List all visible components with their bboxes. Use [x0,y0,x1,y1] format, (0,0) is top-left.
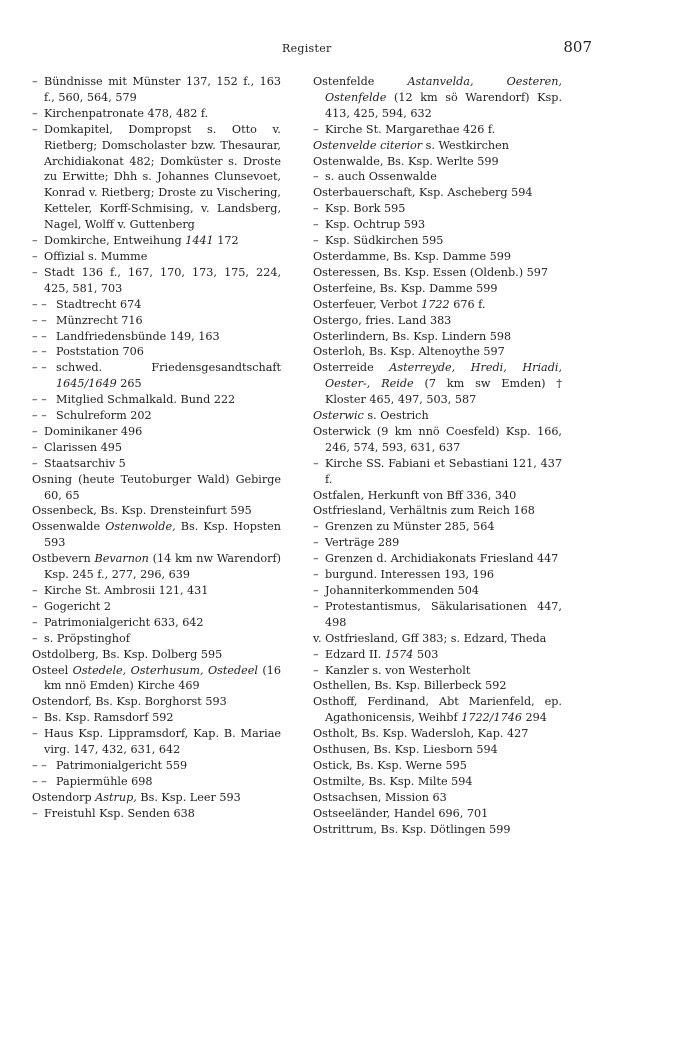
entry-text: Gogericht 2 [44,599,112,613]
index-entry [313,313,562,329]
entry-text: Osterwick (9 km nnö Coesfeld) Ksp. 166, 246, 574, 593, 631, 637 [313,424,562,454]
entry-text: Johanniterkommenden 504 [325,584,480,597]
entry-text: Ossenbeck, Bs. Ksp. Drensteinfurt 595 [32,504,252,518]
entry-dash: – [313,170,319,184]
entry-dash: – [313,456,319,470]
index-entry [313,758,562,774]
entry-text: Osterloh, Bs. Ksp. Altenoythe 597 [313,345,505,359]
index-entry [32,806,281,822]
index-entry [32,440,281,456]
index-entry [32,392,281,408]
entry-text-after: s. Oestrich [363,409,429,423]
entry-text: Ksp. Südkirchen 595 [325,234,444,248]
entry-dash: – [313,599,319,613]
entry-dash: – – [32,345,47,359]
entry-text: Patrimonialgericht 559 [56,758,188,772]
entry-text: Protestantismus, Säkularisationen 447, 498 [325,599,562,629]
index-entry [32,360,281,392]
entry-dash: – [313,202,319,216]
entry-text: Ostendorp [32,790,96,804]
entry-text: Osterfeuer, Verbot [313,297,422,311]
index-entry [32,74,281,106]
entry-text: Ostseeländer, Handel 696, 701 [313,806,489,820]
entry-text: Mitglied Schmalkald. Bund 222 [56,393,236,407]
entry-text: Ostrittrum, Bs. Ksp. Dötlingen 599 [313,822,511,836]
entry-italic: 1722/1746 [461,711,522,725]
entry-text: Osterdamme, Bs. Ksp. Damme 599 [313,249,511,263]
entry-dash: – – [32,297,47,311]
index-entry [313,408,562,424]
index-entry [313,806,562,822]
entry-dash: – – [32,313,47,327]
entry-italic: Osterwic [313,409,364,423]
entry-dash: – [32,631,38,645]
entry-text: s. Pröpstinghof [44,631,130,645]
entry-italic: Bevarnon [94,552,149,566]
index-entry [32,456,281,472]
index-entry [313,647,562,663]
entry-dash: – – [32,329,47,343]
entry-text: Ostbevern [32,552,95,566]
entry-text: Patrimonialgericht 633, 642 [44,615,204,629]
entry-italic: Astrup, [95,790,137,804]
entry-dash: – [313,218,319,232]
entry-dash: – [32,806,38,820]
entry-dash: – [32,75,38,88]
entry-italic: Ostenvelde citerior [313,138,423,152]
entry-text: Osterreide [313,361,390,375]
entry-text: s. auch Ossenwalde [325,170,437,184]
entry-text-after: Bs. Ksp. Leer 593 [136,790,241,804]
entry-text: Ostfalen, Herkunft von Bff 336, 340 [313,488,517,502]
entry-dash: – – [32,774,47,788]
entry-text: Staatsarchiv 5 [44,456,126,470]
entry-dash: – [32,424,38,438]
index-entry [313,154,562,170]
index-entry [313,138,562,154]
index-entry [32,647,281,663]
entry-dash: – [32,599,38,613]
entry-text: Ostergo, fries. Land 383 [313,313,452,327]
entry-text: Landfriedensbünde 149, 163 [56,329,220,343]
index-entry [313,169,562,185]
index-entry [313,360,562,408]
index-column-left [32,74,281,822]
index-entry [32,122,281,233]
index-entry [32,233,281,249]
entry-text: Ostendorf, Bs. Ksp. Borghorst 593 [32,695,227,709]
entry-text: Freistuhl Ksp. Senden 638 [44,806,195,820]
entry-text: Bs. Ksp. Ramsdorf 592 [44,711,174,725]
index-entry [313,551,562,567]
index-entry [32,519,281,551]
index-entry [313,774,562,790]
entry-text: Ostsachsen, Mission 63 [313,790,447,804]
index-entry [32,790,281,806]
entry-text: Kirche SS. Fabiani et Sebastiani 121, 437 f. [325,456,562,486]
entry-text: Haus Ksp. Lippramsdorf, Kap. B. Mariae virg. 147, 432, 631, 642 [44,727,281,757]
entry-dash: – [32,106,38,120]
index-entry [313,233,562,249]
entry-text: Osterlindern, Bs. Ksp. Lindern 598 [313,329,512,343]
entry-italic: Ostedele, Osterhusum, Ostedeel [72,663,258,677]
index-entry [32,726,281,758]
index-entry [32,599,281,615]
index-entry [313,249,562,265]
index-entry [32,313,281,329]
entry-dash: – [32,122,38,136]
index-entry [313,678,562,694]
entry-text: Ksp. Ochtrup 593 [325,218,426,232]
page-header [0,38,700,62]
entry-text: Kirchenpatronate 478, 482 f. [44,106,209,120]
entry-text-after: 294 [521,711,547,725]
entry-text: Ostick, Bs. Ksp. Werne 595 [313,758,467,772]
entry-text: Clarissen 495 [44,440,122,454]
index-entry [32,663,281,695]
entry-dash: – [32,584,38,597]
entry-text-after: Bs. Ksp. Hopsten 593 [44,520,281,550]
entry-text: Edzard II. [325,647,385,661]
index-entry [32,615,281,631]
entry-text: v. Ostfriesland, Gff 383; s. Edzard, Theda [313,631,547,645]
entry-text-after: 265 [116,377,142,391]
entry-dash: – [313,568,319,582]
entry-dash: – [32,711,38,725]
index-entry [32,472,281,504]
index-entry [32,408,281,424]
index-entry [313,329,562,345]
entry-text: Verträge 289 [325,536,400,550]
index-entry [313,567,562,583]
index-entry [313,599,562,631]
entry-dash: – – [32,758,47,772]
index-entry [313,281,562,297]
entry-text-after: 503 [413,647,439,661]
entry-text: Kirche St. Ambrosii 121, 431 [44,584,209,597]
entry-text: Ostenfelde [313,75,408,88]
index-entry [313,297,562,313]
entry-text-after: (16 km nnö Emden) Kirche 469 [44,663,281,693]
entry-italic: 1574 [384,647,414,661]
index-entry [32,694,281,710]
index-entry [313,790,562,806]
entry-text: Kanzler s. von Westerholt [325,663,471,677]
entry-text: Ostmilte, Bs. Ksp. Milte 594 [313,774,473,788]
index-entry [313,742,562,758]
entry-dash: – [32,440,38,454]
entry-text: Dominikaner 496 [44,424,143,438]
entry-italic: 1722 [421,297,450,311]
index-entry [313,663,562,679]
index-entry [313,519,562,535]
entry-italic: Astanvelda, Oesteren, Ostenfelde [325,75,562,104]
entry-dash: – [32,456,38,470]
entry-text-after: (7 km sw Emden) † Kloster 465, 497, 503, 587 [325,377,562,407]
index-entry [32,249,281,265]
entry-text: Osterfeine, Bs. Ksp. Damme 599 [313,281,498,295]
entry-text: Ossenwalde [32,520,106,534]
page-number: 807 [563,38,592,56]
entry-dash: – [313,122,319,136]
index-entry [313,631,562,647]
entry-text: Bündnisse mit Münster 137, 152 f., 163 f., 560, 564, 579 [44,75,281,104]
entry-text: Ostdolberg, Bs. Ksp. Dolberg 595 [32,647,223,661]
index-entry [313,488,562,504]
index-entry [313,74,562,122]
entry-text: Stadt 136 f., 167, 170, 173, 175, 224, 425, 581, 703 [44,265,281,295]
entry-text: Stadtrecht 674 [56,297,142,311]
entry-text: Papiermühle 698 [56,774,153,788]
entry-text-after: s. Westkirchen [422,138,509,152]
index-entry [313,265,562,281]
entry-dash: – – [32,409,47,423]
index-entry [32,503,281,519]
index-entry [313,217,562,233]
index-entry [313,456,562,488]
entry-italic: 1645/1649 [56,377,117,391]
entry-dash: – [32,265,38,279]
entry-text: Osterbauerschaft, Ksp. Ascheberg 594 [313,186,533,200]
index-entry [313,201,562,217]
entry-text-after: 676 f. [449,297,486,311]
index-entry [313,694,562,726]
index-entry [32,710,281,726]
entry-dash: – [32,615,38,629]
entry-dash: – [313,552,319,566]
entry-text: Ksp. Bork 595 [325,202,406,216]
entry-text: Domkapitel, Dompropst s. Otto v. Rietberg; Domscholaster bzw. Thesaurar, Archidiakonat 482; Domküster s. Droste zu Erwitte; Dhh s. Johannes Clunsevoet, Konrad v. Rietberg; Droste zu Vischering, Ketteler, Korff-Schmising, v. Landsberg, Nagel, Wolff v. Guttenberg [44,122,281,232]
index-entry [313,344,562,360]
index-entry [313,122,562,138]
index-entry [32,551,281,583]
index-entry [32,758,281,774]
entry-text: burgund. Interessen 193, 196 [325,568,494,582]
index-entry [32,424,281,440]
entry-text-after: (14 km nw Warendorf) Ksp. 245 f., 277, 296, 639 [44,552,281,582]
index-entry [32,344,281,360]
entry-text: Grenzen zu Münster 285, 564 [325,520,495,534]
entry-text: Ostholt, Bs. Ksp. Wadersloh, Kap. 427 [313,727,529,741]
index-entry [32,583,281,599]
entry-text: Grenzen d. Archidiakonats Friesland 447 [325,552,559,566]
entry-italic: Asterreyde, Hredi, Hriadi, Oester-, Reide [325,361,562,391]
entry-dash: – [313,663,319,677]
index-entry [32,297,281,313]
entry-text: Offizial s. Mumme [44,249,148,263]
index-entry [32,631,281,647]
entry-text: Ostenwalde, Bs. Ksp. Werlte 599 [313,154,499,168]
entry-text: Ostfriesland, Verhältnis zum Reich 168 [313,504,535,518]
entry-dash: – [32,249,38,263]
entry-text-after: 172 [213,234,239,248]
entry-text: Osning (heute Teutoburger Wald) Gebirge 60, 65 [32,472,281,502]
entry-text: Osteel [32,663,73,677]
index-entry [313,185,562,201]
index-column-right [313,74,562,838]
entry-dash: – – [32,361,47,375]
running-head: Register [282,42,332,55]
entry-text: Osthusen, Bs. Ksp. Liesborn 594 [313,743,498,757]
entry-dash: – [313,647,319,661]
entry-text: Poststation 706 [56,345,144,359]
entry-dash: – [313,536,319,550]
index-entry [32,774,281,790]
entry-italic: Ostenwolde, [105,520,176,534]
index-entry [313,583,562,599]
index-entry [313,535,562,551]
entry-text: Schulreform 202 [56,409,152,423]
index-entry [313,726,562,742]
entry-text: Kirche St. Margarethae 426 f. [325,122,496,136]
entry-text: schwed. Friedensgesandtschaft [56,361,281,375]
index-entry [313,822,562,838]
entry-italic: 1441 [185,234,214,248]
entry-dash: – [313,520,319,534]
entry-text: Osthellen, Bs. Ksp. Billerbeck 592 [313,679,507,693]
index-entry [313,424,562,456]
entry-dash: – – [32,393,47,407]
index-entry [32,265,281,297]
entry-dash: – [313,234,319,248]
entry-text: Münzrecht 716 [56,313,143,327]
entry-text: Osthoff, Ferdinand, Abt Marienfeld, ep. Agathonicensis, Weihbf [313,695,562,725]
entry-dash: – [32,234,38,248]
entry-dash: – [32,727,38,741]
entry-dash: – [313,584,319,597]
index-entry [32,106,281,122]
index-entry [313,503,562,519]
index-entry [32,329,281,345]
entry-text: Domkirche, Entweihung [44,234,186,248]
entry-text: Osteressen, Bs. Ksp. Essen (Oldenb.) 597 [313,265,548,279]
entry-text-after: (12 km sö Warendorf) Ksp. 413, 425, 594, 632 [325,90,562,120]
